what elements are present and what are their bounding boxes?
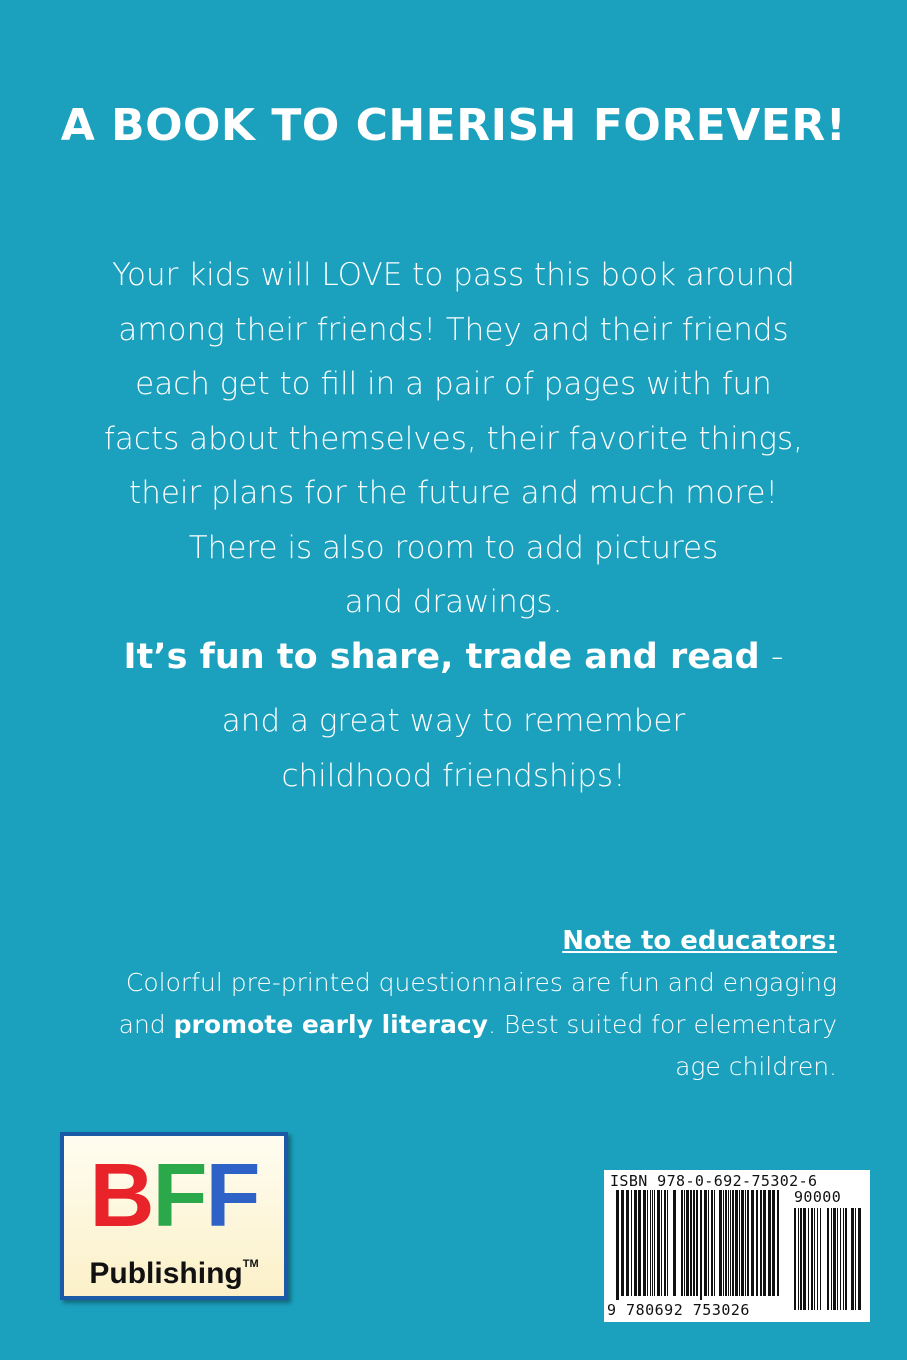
barcode-bar [634,1190,637,1296]
barcode-bar [756,1190,758,1296]
barcode-bar [714,1190,715,1296]
description-line: each get to fill in a pair of pages with fun [135,366,772,402]
barcode-bar [654,1190,655,1296]
barcode-bar [800,1208,802,1310]
barcode-bar [652,1190,653,1296]
barcode-bar [667,1190,668,1296]
price-addon-code: 90000 [794,1188,842,1206]
educator-note-line: Colorful pre-printed questionnaires are fun and engaging [125,968,837,997]
barcode-bar [723,1190,724,1296]
barcode-bar [681,1190,683,1296]
barcode-bar [760,1190,762,1296]
educator-note-line: age children. [675,1052,837,1081]
barcode-digits: 9 780692 753026 [607,1301,750,1319]
trademark-mark: TM [242,1258,259,1270]
barcode-bar [747,1190,749,1296]
barcode-bar [843,1208,844,1310]
barcode-bar [855,1208,856,1310]
barcode-bar [657,1190,660,1296]
educator-note-prefix: and [118,1010,174,1039]
logo-letter-b: B [89,1146,153,1246]
barcode-bar [840,1208,841,1310]
description-line: and drawings. [344,584,563,620]
barcode-bar [763,1190,766,1296]
description-line: facts about themselves, their favorite things, [103,420,803,457]
description-line: Your kids will LOVE to pass this book around [112,257,795,293]
barcode-bar [708,1190,709,1296]
barcode-bar [798,1208,799,1310]
barcode-bar [732,1190,734,1296]
barcode-bar [858,1208,861,1310]
barcode-bar [817,1208,818,1310]
highlight-dash: - [759,637,784,677]
barcode-bar [833,1208,836,1310]
highlight-bold-text: It’s fun to share, trade and read [123,637,760,677]
logo-subtitle: Publishing [89,1257,243,1290]
barcode-bar [686,1190,689,1296]
barcode-bar [768,1190,771,1296]
isbn-number: ISBN 978-0-692-75302-6 [610,1172,818,1190]
barcode-bar [690,1190,692,1296]
barcode-bar [745,1190,746,1296]
barcode-bar [827,1208,829,1310]
publisher-logo [60,1132,288,1300]
addon-barcode-bars-icon [794,1208,864,1318]
barcode-bar [735,1190,738,1296]
educator-note-bold: promote early literacy [173,1010,488,1039]
educator-note-suffix: . Best suited for elementary [487,1010,837,1039]
educator-note-line [57,1004,837,1046]
barcode-bar [661,1190,662,1296]
barcode-bar [664,1190,666,1296]
barcode-bar [811,1208,813,1310]
description-line: their plans for the future and much more! [129,475,778,511]
barcode-bar [772,1190,775,1296]
barcode-bar [631,1190,632,1296]
barcode-bar [725,1190,727,1296]
barcode-bar [777,1190,779,1296]
barcode-bar [626,1190,629,1296]
isbn-barcode [604,1170,870,1322]
barcode-bar [741,1190,744,1296]
highlight-line [0,630,907,684]
educator-note-heading: Note to educators: [562,926,837,956]
barcode-bar [739,1190,740,1296]
educator-note [57,920,837,1088]
description-line: among their friends! They and their friends [118,311,789,348]
barcode-bar [831,1208,832,1310]
closing-line: childhood friendships! [281,758,626,794]
logo-letters [64,1146,284,1246]
barcode-bar [647,1190,648,1296]
barcode-bar [845,1208,847,1310]
description-line: There is also room to add pictures [188,529,719,566]
barcode-bar [814,1208,815,1310]
barcode-bar [638,1190,641,1296]
barcode-bar [851,1208,854,1310]
barcode-bar [730,1190,731,1296]
barcode-bar [719,1190,722,1296]
barcode-bar [808,1208,809,1310]
barcode-bar [643,1190,646,1296]
barcode-bar [684,1190,685,1296]
barcode-bar [711,1190,713,1296]
barcode-bar [728,1190,729,1296]
barcode-bar [794,1208,796,1310]
closing-text [0,694,907,804]
description-text [40,248,867,630]
barcode-bar [621,1190,624,1296]
barcode-bars-icon [616,1190,782,1304]
logo-letter-f1: F [152,1146,206,1246]
cover-headline: A BOOK TO CHERISH FOREVER! [60,100,847,151]
barcode-bar [650,1190,651,1296]
barcode-bar [820,1208,821,1310]
barcode-bar [704,1190,707,1296]
barcode-bar [700,1190,702,1304]
barcode-bar [673,1190,676,1296]
barcode-bar [696,1190,698,1296]
logo-letter-f2: F [205,1146,259,1246]
closing-line: and a great way to remember [221,703,686,739]
logo-publishing-text [64,1246,284,1292]
barcode-bar [803,1208,806,1310]
barcode-bar [693,1190,695,1296]
barcode-bar [751,1190,754,1296]
barcode-bar [837,1208,838,1310]
barcode-bar [616,1190,619,1304]
